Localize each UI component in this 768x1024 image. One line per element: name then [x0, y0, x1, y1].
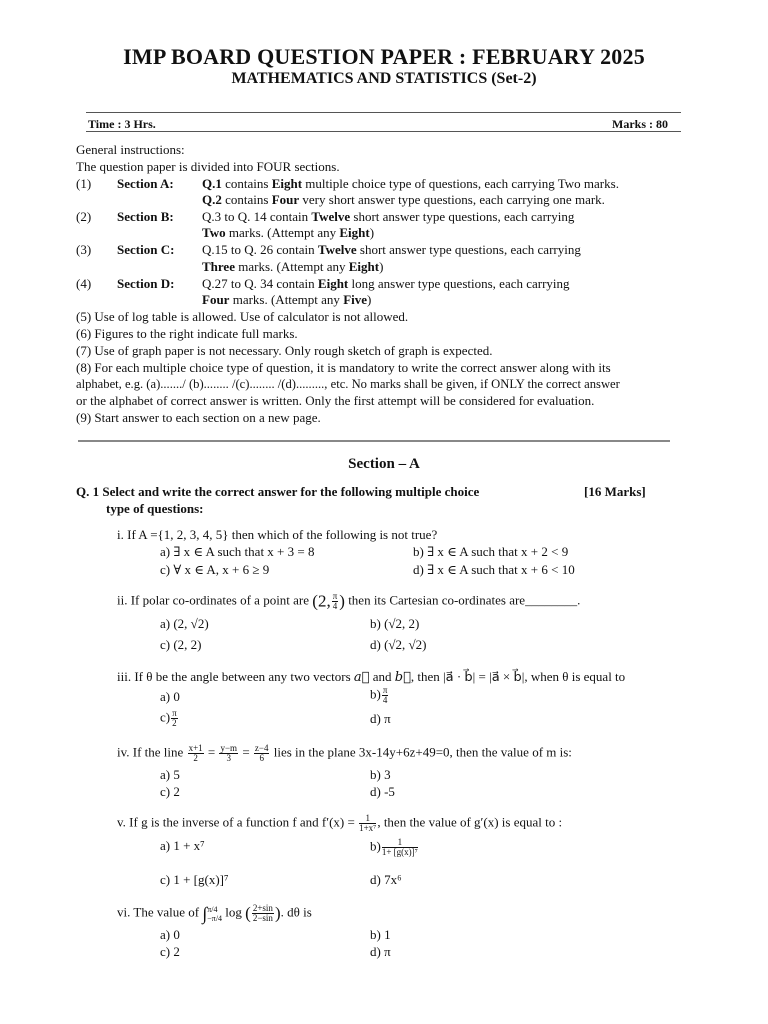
q-ii-option-b: b) (√2, 2)	[370, 616, 420, 631]
q-iii-option-d: d) π	[370, 711, 391, 726]
q1-instruction-line1: Q. 1 Select and write the correct answer for the following multiple choice	[76, 484, 480, 499]
q-v-option-a: a) 1 + x⁷	[160, 838, 205, 853]
q-vi-stem: vi. The value of ∫ π/4 −π/4 log ( $\frac{2+\sin}{2-\sin}$ ). dθ is	[117, 903, 312, 924]
q-i-stem: i. If A ={1, 2, 3, 4, 5} then which of the following is not true?	[117, 527, 438, 542]
section-d-label: Section D:	[117, 276, 175, 291]
instruction-8-line1: (8) For each multiple choice type of question, it is mandatory to write the correct answer along with its	[76, 360, 611, 375]
section-c-num: (3)	[76, 242, 92, 257]
q-vi-option-b: b) 1	[370, 927, 391, 942]
q-v-option-b: b) $\frac{1}{\text{1+ [g(x)]⁷}}$	[370, 837, 418, 857]
section-a-line2: Q.2 contains Four very short answer type questions, each carrying one mark.	[202, 192, 605, 207]
header-rule-bottom	[86, 131, 681, 132]
q-iv-option-b: b) 3	[370, 767, 391, 782]
section-a-num: (1)	[76, 176, 92, 191]
section-b-line2: Two marks. (Attempt any Eight)	[202, 225, 375, 240]
q1-marks: [16 Marks]	[584, 484, 646, 499]
section-a-line1: Q.1 contains Eight multiple choice type of questions, each carrying Two marks.	[202, 176, 619, 191]
q-i-option-a: a) ∃ x ∈ A such that x + 3 = 8	[160, 544, 315, 559]
instructions-intro: The question paper is divided into FOUR sections.	[76, 159, 340, 174]
q-vi-option-a: a) 0	[160, 927, 180, 942]
section-d-line2: Four marks. (Attempt any Five)	[202, 292, 372, 307]
q-ii-option-a: a) (2, √2)	[160, 616, 209, 631]
q-iv-option-c: c) 2	[160, 784, 180, 799]
section-a-label: Section A:	[117, 176, 174, 191]
header-rule-top	[86, 112, 681, 113]
q-ii-option-c: c) (2, 2)	[160, 637, 202, 652]
q-i-option-d: d) ∃ x ∈ A such that x + 6 < 10	[413, 562, 575, 577]
paper-subtitle: MATHEMATICS AND STATISTICS (Set-2)	[231, 70, 537, 87]
instructions-heading: General instructions:	[76, 142, 185, 157]
q-v-stem: v. If g is the inverse of a function f and f′(x) = $\frac{1}{\text{1+x⁷}}$ , then the value of g′(x) is equal to :	[117, 813, 563, 833]
section-a-heading: Section – A	[348, 456, 420, 472]
q-ii-option-d: d) (√2, √2)	[370, 637, 427, 652]
instruction-6: (6) Figures to the right indicate full marks.	[76, 326, 298, 341]
section-divider	[78, 440, 670, 442]
q-v-option-c: c) 1 + [g(x)]⁷	[160, 872, 229, 887]
section-b-line1: Q.3 to Q. 14 contain Twelve short answer type questions, each carrying	[202, 209, 575, 224]
q-vi-option-c: c) 2	[160, 944, 180, 959]
instruction-7: (7) Use of graph paper is not necessary. Only rough sketch of graph is expected.	[76, 343, 493, 358]
q-i-option-b: b) ∃ x ∈ A such that x + 2 < 9	[413, 544, 569, 559]
q-iv-stem: iv. If the line $\frac{x+1}{2}$ = $\frac{y-m}{3}$ = $\frac{z-4}{6}$ lies in the plane 3x-14y+6z+49=0, then the value of m is:	[117, 743, 572, 763]
paper-title: IMP BOARD QUESTION PAPER : FEBRUARY 2025	[123, 44, 645, 69]
section-b-num: (2)	[76, 209, 92, 224]
section-c-line2: Three marks. (Attempt any Eight)	[202, 259, 384, 274]
q-iv-option-d: d) -5	[370, 784, 395, 799]
q-iii-stem: iii. If θ be the angle between any two vectors a⃗ and b⃗, then |a⃗ · b⃗| = |a⃗ × b⃗|, when θ is equal to	[117, 669, 626, 685]
q-iii-option-a: a) 0	[160, 689, 180, 704]
instruction-8-line2: alphabet, e.g. (a)......./ (b)........ /(c)........ /(d)........., etc. No marks shall be given, if ONLY the correct answer	[76, 377, 620, 391]
section-d-num: (4)	[76, 276, 92, 291]
q-iii-option-c: c) $\frac{\pi}{2}$	[160, 708, 177, 728]
instruction-5: (5) Use of log table is allowed. Use of calculator is not allowed.	[76, 309, 409, 324]
instruction-9: (9) Start answer to each section on a new page.	[76, 410, 321, 425]
section-c-label: Section C:	[117, 242, 175, 257]
q-vi-option-d: d) π	[370, 944, 391, 959]
instruction-8-line3: or the alphabet of correct answer is written. Only the first attempt will be considered for evaluation.	[76, 393, 595, 408]
q-iv-option-a: a) 5	[160, 767, 180, 782]
section-c-line1: Q.15 to Q. 26 contain Twelve short answer type questions, each carrying	[202, 242, 581, 257]
q1-instruction-line2: type of questions:	[106, 501, 204, 516]
time-label: Time : 3 Hrs.	[88, 117, 156, 131]
section-b-label: Section B:	[117, 209, 174, 224]
q-ii-stem: ii. If polar co-ordinates of a point are (2, $\frac{\pi}{4}$ ) then its Cartesian co-ordinates are________.	[117, 591, 581, 611]
q-i-option-c: c) ∀ x ∈ A, x + 6 ≥ 9	[160, 562, 270, 577]
q-iii-option-b: b) $\frac{\pi}{4}$	[370, 685, 388, 705]
q-v-option-d: d) 7x⁶	[370, 872, 402, 887]
marks-label: Marks : 80	[612, 117, 668, 131]
section-d-line1: Q.27 to Q. 34 contain Eight long answer type questions, each carrying	[202, 276, 570, 291]
